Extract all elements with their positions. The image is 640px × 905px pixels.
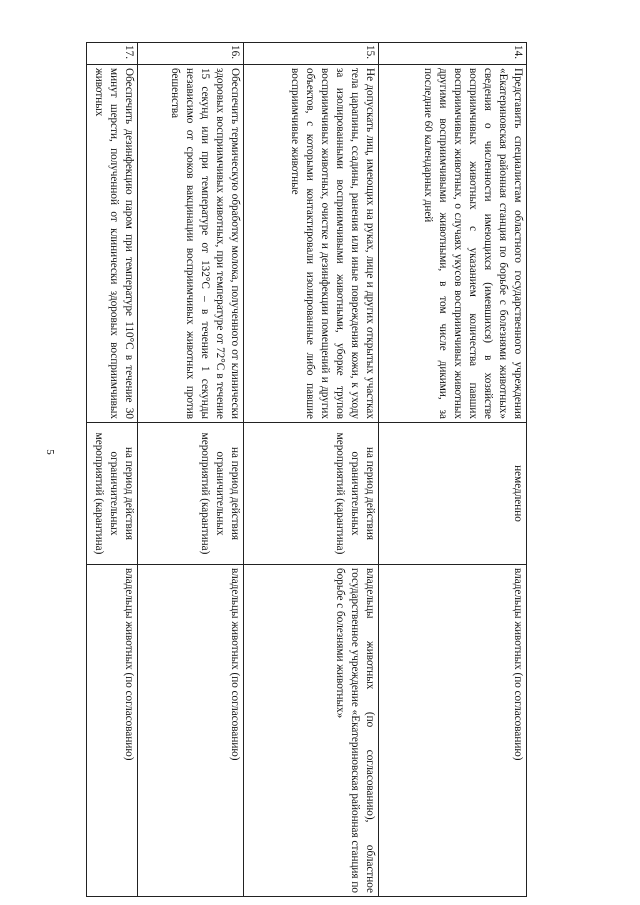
measure-responsible: владельцы животных (по согласованию) [138,565,244,897]
page-number: 5 [44,449,56,455]
measure-responsible: владельцы животных (по согласованию) [379,565,527,897]
row-number: 14. [379,43,527,65]
measure-period: на период действия ограничительных мероприятий (карантина) [244,423,379,565]
table-row [87,43,138,897]
table-row [379,43,527,897]
measure-text: Представить специалистам областного государственного учреждения «Екатериновская районная станция по борьбе с болезнями животных» сведения о численности имеющихся (имевшихся) в хозяйстве восприимчивых животных с указанием количества павших восприимчивых животных, о случаях укусов восприимчивых животных другими восприимчивыми животными, в том числе дикими, за последние 60 календарных дней [379,65,527,423]
measure-text: Не допускать лиц, имеющих на руках, лице и других открытых участках тела царапины, ссадины, ранения или иные повреждения кожи, к уходу за изолированными восприимчивыми животными, уборке трупов восприимчивых животных, очистке и дезинфекции помещений и других объектов, с которыми контактировали изолированные либо павшие восприимчивые животные [244,65,379,423]
measure-responsible: владельцы животных (по согласованию) [87,565,138,897]
measures-table-container [87,42,527,896]
measure-period: немедленно [379,423,527,565]
table-row [138,43,244,897]
row-number: 17. [87,43,138,65]
measure-text: Обеспечить дезинфекцию паром при температуре 110°С в течение 30 минут шерсти, полученной от клинически здоровых восприимчивых животных [87,65,138,423]
row-number: 15. [244,43,379,65]
row-number: 16. [138,43,244,65]
table-row [244,43,379,897]
measures-table [86,42,527,897]
measure-period: на период действия ограничительных мероприятий (карантина) [138,423,244,565]
measure-period: на период действия ограничительных мероприятий (карантина) [87,423,138,565]
measure-text: Обеспечить термическую обработку молока, полученного от клинически здоровых восприимчивых животных, при температуре от 72°С в течение 15 секунд или при температуре от 132°С – в течение 1 секунды независимо от сроков вакцинации восприимчивых животных против бешенства [138,65,244,423]
measure-responsible: владельцы животных (по согласованию), областное государственное учреждение «Екатериновская районная станция по борьбе с болезнями животных» [244,565,379,897]
